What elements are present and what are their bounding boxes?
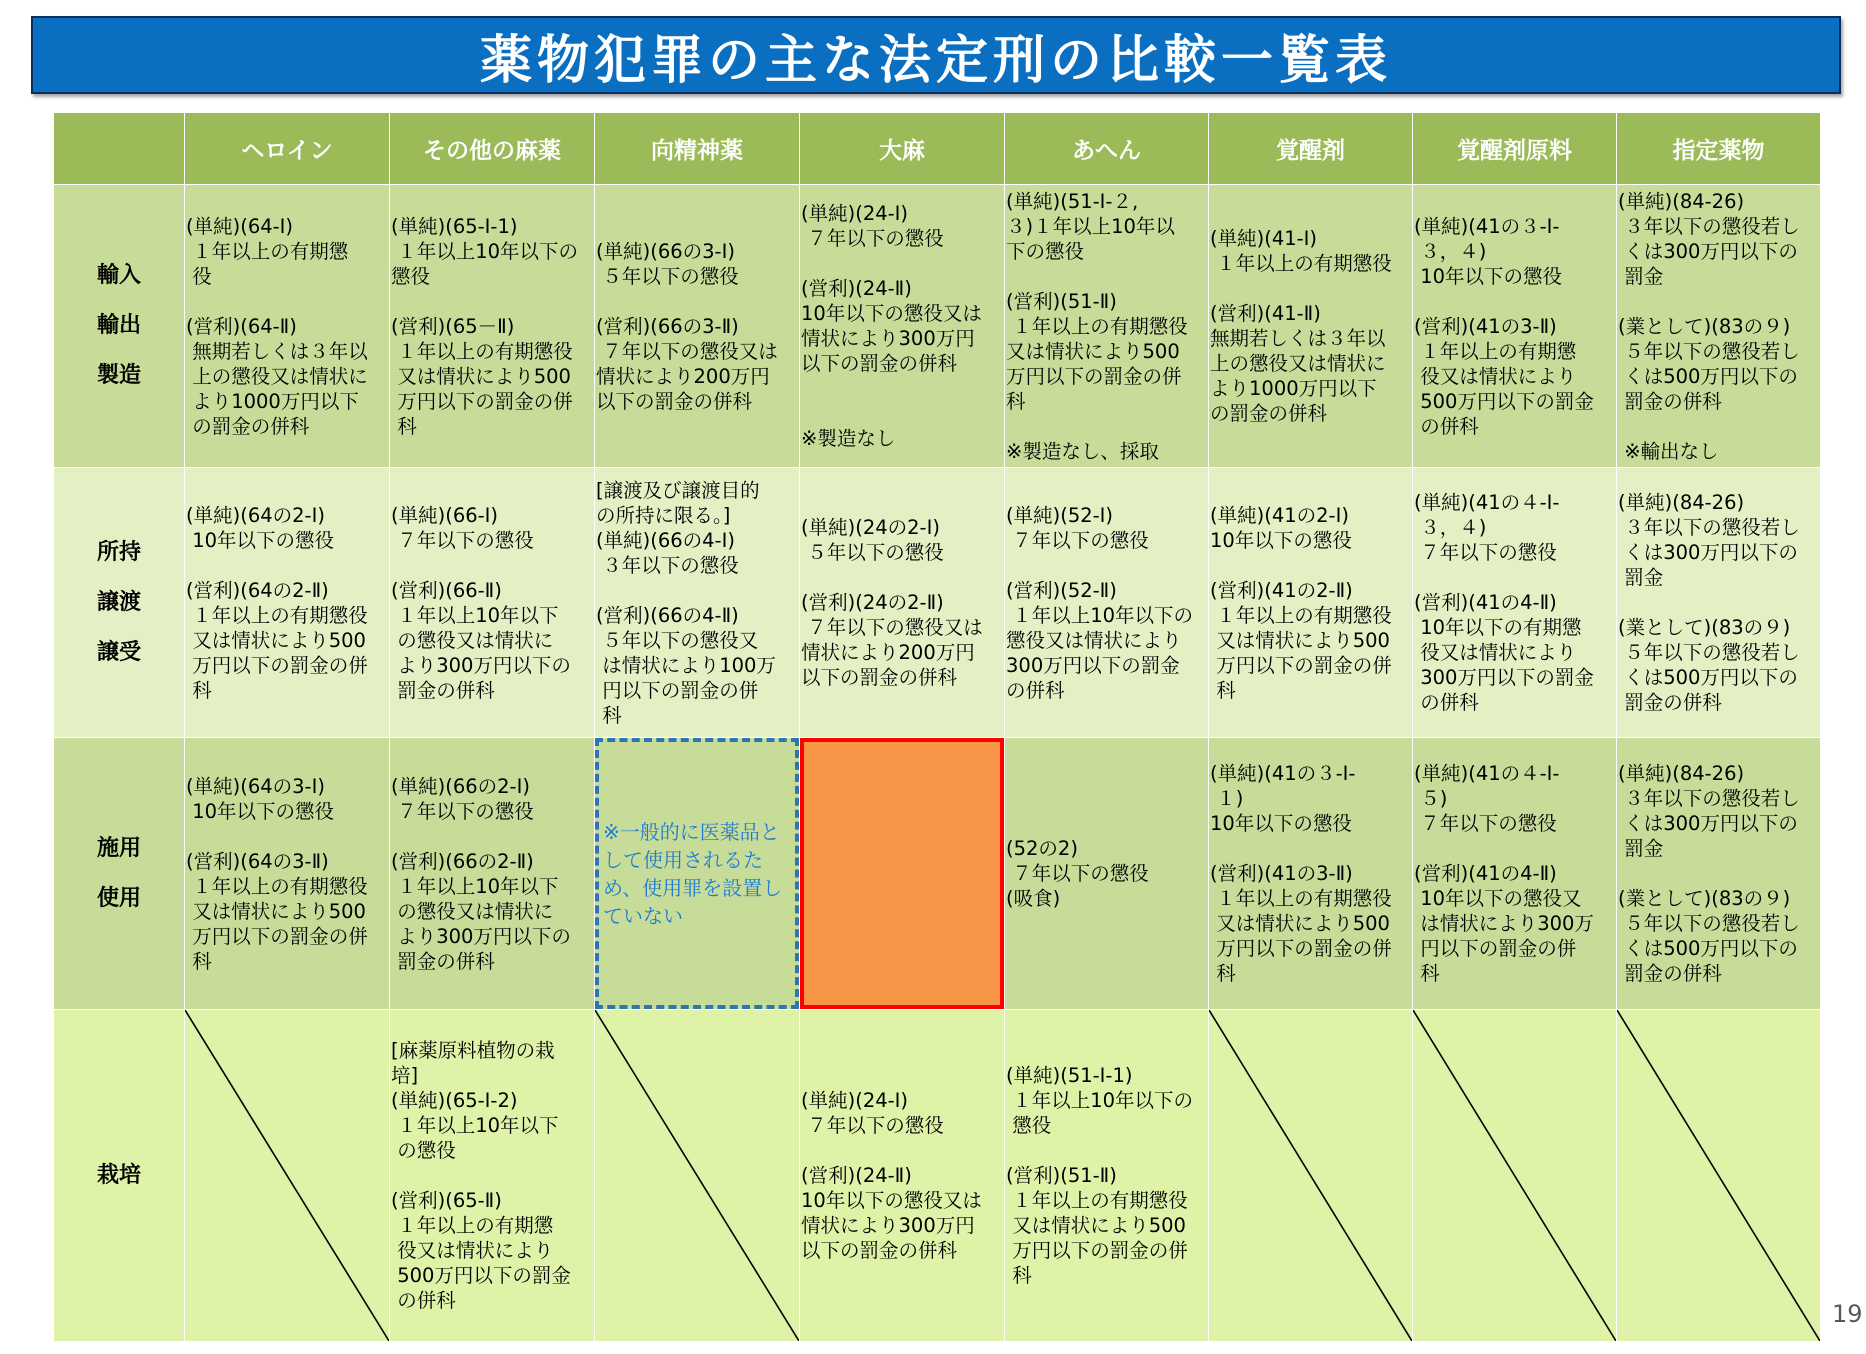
row-label-text: 譲渡 bbox=[96, 589, 141, 615]
row-use bbox=[54, 738, 1821, 1010]
row-cultivation bbox=[54, 1010, 1821, 1342]
no-use-offense-note: ※一般的に医薬品として使用されるため、使用罪を設置していない bbox=[595, 738, 799, 1009]
row-possession-transfer bbox=[54, 468, 1821, 738]
penalty-cell-other-narcotics: (単純)(66-Ⅰ) ７年以下の懲役 (営利)(66-Ⅱ) １年以上10年以下 の懲役又は情状に より300万円以下の 罰金の併科 bbox=[390, 468, 595, 738]
header-heroin: ヘロイン bbox=[185, 113, 390, 185]
penalty-cell-psychotropics bbox=[595, 738, 800, 1010]
diagonal-stroke bbox=[1617, 1010, 1820, 1341]
header-psychotropics: 向精神薬 bbox=[595, 113, 800, 185]
penalty-cell-heroin: (単純)(64-Ⅰ) １年以上の有期懲 役 (営利)(64-Ⅱ) 無期若しくは３年以 上の懲役又は情状に より1000万円以下 の罰金の併科 bbox=[185, 185, 390, 468]
header-cannabis: 大麻 bbox=[800, 113, 1005, 185]
row-label-text: 譲受 bbox=[96, 639, 141, 665]
diagonal-stroke bbox=[1209, 1010, 1412, 1341]
header-other-narcotics: その他の麻薬 bbox=[390, 113, 595, 185]
diagonal-line bbox=[1413, 1010, 1616, 1341]
penalty-cell-stimulant-precursors: (単純)(41の４-Ⅰ- ３，４) ７年以下の懲役 (営利)(41の4-Ⅱ) 10年以下の有期懲 役又は情状により 300万円以下の罰金 の併科 bbox=[1413, 468, 1617, 738]
penalty-cell-cannabis: (単純)(24-Ⅰ) ７年以下の懲役 (営利)(24-Ⅱ) 10年以下の懲役又は 情状により300万円 以下の罰金の併科 bbox=[800, 1010, 1005, 1342]
diagonal-stroke bbox=[185, 1010, 389, 1341]
row-label-text: 輸入 bbox=[96, 263, 141, 288]
row-label bbox=[54, 738, 185, 1010]
penalty-cell-other-narcotics: (単純)(66の2-Ⅰ) ７年以下の懲役 (営利)(66の2-Ⅱ) １年以上10年以下 の懲役又は情状に より300万円以下の 罰金の併科 bbox=[390, 738, 595, 1010]
penalty-cell-psychotropics: [譲渡及び譲渡目的 の所持に限る。] (単純)(66の4-Ⅰ) ３年以下の懲役 (営利)(66の4-Ⅱ) ５年以下の懲役又 は情状により100万 円以下の罰金の併 科 bbox=[595, 468, 800, 738]
penalty-cell-cannabis: (単純)(24-Ⅰ) ７年以下の懲役 (営利)(24-Ⅱ) 10年以下の懲役又は 情状により300万円 以下の罰金の併科 ※製造なし bbox=[800, 185, 1005, 468]
row-label-text: 製造 bbox=[96, 363, 141, 388]
penalty-cell-stimulant-precursors: (単純)(41の３-Ⅰ- ３，４) 10年以下の懲役 (営利)(41の3-Ⅱ) １年以上の有期懲 役又は情状により 500万円以下の罰金 の併科 bbox=[1413, 185, 1617, 468]
header-corner bbox=[54, 113, 185, 185]
penalty-cell-opium: (単純)(51-Ⅰ-1) １年以上10年以下の 懲役 (営利)(51-Ⅱ) １年以上の有期懲役 又は情状により500 万円以下の罰金の併 科 bbox=[1005, 1010, 1209, 1342]
header-stimulant-precursors: 覚醒剤原料 bbox=[1413, 113, 1617, 185]
penalty-cell-cannabis bbox=[800, 738, 1005, 1010]
penalty-cell-stimulant-precursors: (単純)(41の４-Ⅰ- ５) ７年以下の懲役 (営利)(41の4-Ⅱ) 10年以下の懲役又 は情状により300万 円以下の罰金の併 科 bbox=[1413, 738, 1617, 1010]
diagonal-line bbox=[1617, 1010, 1820, 1341]
not-applicable-cell bbox=[1413, 1010, 1617, 1342]
penalty-cell-cannabis: (単純)(24の2-Ⅰ) ５年以下の懲役 (営利)(24の2-Ⅱ) ７年以下の懲役又は 情状により200万円 以下の罰金の併科 bbox=[800, 468, 1005, 738]
comparison-table bbox=[53, 112, 1821, 1342]
comparison-table-wrapper bbox=[53, 112, 1820, 1341]
penalty-cell-opium: (単純)(51-Ⅰ-２, ３)１年以上10年以 下の懲役 (営利)(51-Ⅱ) １年以上の有期懲役 又は情状により500 万円以下の罰金の併 科 ※製造なし、採取 bbox=[1005, 185, 1209, 468]
diagonal-stroke bbox=[595, 1010, 799, 1341]
header-designated-substances: 指定薬物 bbox=[1617, 113, 1821, 185]
diagonal-stroke bbox=[1413, 1010, 1616, 1341]
penalty-cell-opium: (単純)(52-Ⅰ) ７年以下の懲役 (営利)(52-Ⅱ) １年以上10年以下の 懲役又は情状により 300万円以下の罰金 の併科 bbox=[1005, 468, 1209, 738]
row-label bbox=[54, 1010, 185, 1342]
title-bar bbox=[31, 16, 1841, 94]
penalty-cell-opium: (52の2) ７年以下の懲役 (吸食) bbox=[1005, 738, 1209, 1010]
penalty-cell-stimulants: (単純)(41の2-Ⅰ) 10年以下の懲役 (営利)(41の2-Ⅱ) １年以上の有期懲役 又は情状により500 万円以下の罰金の併 科 bbox=[1209, 468, 1413, 738]
not-applicable-cell bbox=[595, 1010, 800, 1342]
page-title: 薬物犯罪の主な法定刑の比較一覧表 bbox=[479, 30, 1392, 91]
diagonal-line bbox=[185, 1010, 389, 1341]
diagonal-line bbox=[595, 1010, 799, 1341]
page-number: 19 bbox=[1832, 1300, 1863, 1328]
row-label-text: 栽培 bbox=[96, 1162, 141, 1188]
penalty-cell-psychotropics: (単純)(66の3-Ⅰ) ５年以下の懲役 (営利)(66の3-Ⅱ) ７年以下の懲役又は 情状により200万円 以下の罰金の併科 bbox=[595, 185, 800, 468]
row-label-text: 所持 bbox=[96, 539, 141, 565]
penalty-cell-designated-substances: (単純)(84-26) ３年以下の懲役若し くは300万円以下の 罰金 (業として)(83の９) ５年以下の懲役若し くは500万円以下の 罰金の併科 bbox=[1617, 468, 1821, 738]
row-import-export-manufacture bbox=[54, 185, 1821, 468]
penalty-cell-stimulants: (単純)(41の３-Ⅰ- １) 10年以下の懲役 (営利)(41の3-Ⅱ) １年以上の有期懲役 又は情状により500 万円以下の罰金の併 科 bbox=[1209, 738, 1413, 1010]
row-label bbox=[54, 185, 185, 468]
penalty-cell-heroin: (単純)(64の2-Ⅰ) 10年以下の懲役 (営利)(64の2-Ⅱ) １年以上の有期懲役 又は情状により500 万円以下の罰金の併 科 bbox=[185, 468, 390, 738]
penalty-cell-other-narcotics: [麻薬原料植物の栽 培] (単純)(65-Ⅰ-2) １年以上10年以下 の懲役 (営利)(65-Ⅱ) １年以上の有期懲 役又は情状により 500万円以下の罰金 の併科 bbox=[390, 1010, 595, 1342]
row-label bbox=[54, 468, 185, 738]
penalty-cell-stimulants: (単純)(41-Ⅰ) １年以上の有期懲役 (営利)(41-Ⅱ) 無期若しくは３年以 上の懲役又は情状に より1000万円以下 の罰金の併科 bbox=[1209, 185, 1413, 468]
highlight-box bbox=[800, 738, 1004, 1009]
row-label-text: 施用 bbox=[96, 835, 141, 861]
row-label-text: 輸出 bbox=[96, 313, 141, 338]
not-applicable-cell bbox=[1209, 1010, 1413, 1342]
header-stimulants: 覚醒剤 bbox=[1209, 113, 1413, 185]
header-opium: あへん bbox=[1005, 113, 1209, 185]
penalty-cell-designated-substances: (単純)(84-26) ３年以下の懲役若し くは300万円以下の 罰金 (業として)(83の９) ５年以下の懲役若し くは500万円以下の 罰金の併科 ※輸出なし bbox=[1617, 185, 1821, 468]
not-applicable-cell bbox=[1617, 1010, 1821, 1342]
penalty-cell-other-narcotics: (単純)(65-Ⅰ-1) １年以上10年以下の 懲役 (営利)(65－Ⅱ) １年以上の有期懲役 又は情状により500 万円以下の罰金の併 科 bbox=[390, 185, 595, 468]
penalty-cell-heroin: (単純)(64の3-Ⅰ) 10年以下の懲役 (営利)(64の3-Ⅱ) １年以上の有期懲役 又は情状により500 万円以下の罰金の併 科 bbox=[185, 738, 390, 1010]
header-row bbox=[54, 113, 1821, 185]
row-label-text: 使用 bbox=[96, 885, 141, 911]
diagonal-line bbox=[1209, 1010, 1412, 1341]
penalty-cell-designated-substances: (単純)(84-26) ３年以下の懲役若し くは300万円以下の 罰金 (業として)(83の９) ５年以下の懲役若し くは500万円以下の 罰金の併科 bbox=[1617, 738, 1821, 1010]
not-applicable-cell bbox=[185, 1010, 390, 1342]
